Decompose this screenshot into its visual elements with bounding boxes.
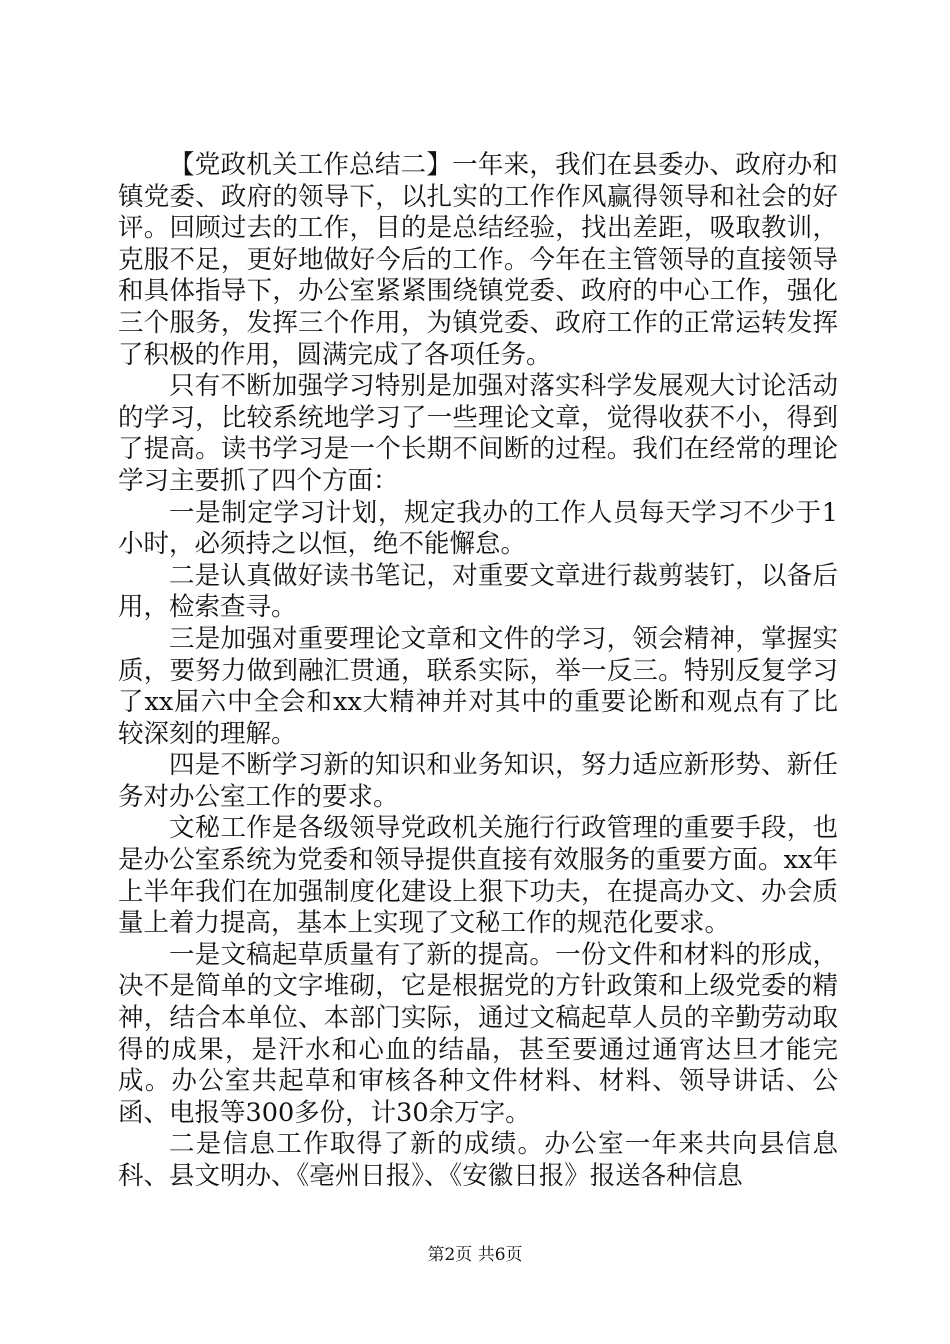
paragraph-5: 三是加强对重要理论文章和文件的学习，领会精神，掌握实质，要努力做到融汇贯通，联系实际，举一反三。特别反复学习了xx届六中全会和xx大精神并对其中的重要论断和观点有了比较深刻的理解。 [118, 623, 838, 749]
paragraph-9: 二是信息工作取得了新的成绩。办公室一年来共向县信息科、县文明办、《亳州日报》、《安徽日报》报送各种信息 [118, 1129, 838, 1191]
paragraph-1: 【党政机关工作总结二】一年来，我们在县委办、政府办和镇党委、政府的领导下，以扎实的工作作风赢得领导和社会的好评。回顾过去的工作，目的是总结经验，找出差距，吸取教训，克服不足，更好地做好今后的工作。今年在主管领导的直接领导和具体指导下，办公室紧紧围绕镇党委、政府的中心工作，强化三个服务，发挥三个作用，为镇党委、政府工作的正常运转发挥了积极的作用，圆满完成了各项任务。 [118, 150, 838, 370]
paragraph-6: 四是不断学习新的知识和业务知识，努力适应新形势、新任务对办公室工作的要求。 [118, 750, 838, 812]
paragraph-7: 文秘工作是各级领导党政机关施行行政管理的重要手段，也是办公室系统为党委和领导提供直接有效服务的重要方面。xx年上半年我们在加强制度化建设上狠下功夫，在提高办文、办会质量上着力提高，基本上实现了文秘工作的规范化要求。 [118, 813, 838, 939]
paragraph-8: 一是文稿起草质量有了新的提高。一份文件和材料的形成，决不是简单的文字堆砌，它是根据党的方针政策和上级党委的精神，结合本单位、本部门实际，通过文稿起草人员的辛勤劳动取得的成果，是汗水和心血的结晶，甚至要通过通宵达旦才能完成。办公室共起草和审核各种文件材料、材料、领导讲话、公函、电报等300多份，计30余万字。 [118, 939, 838, 1128]
document-body [118, 150, 838, 1193]
paragraph-4: 二是认真做好读书笔记，对重要文章进行裁剪装钉，以备后用，检索查寻。 [118, 560, 838, 623]
paragraph-2: 只有不断加强学习特别是加强对落实科学发展观大讨论活动的学习，比较系统地学习了一些理论文章，觉得收获不小，得到了提高。读书学习是一个长期不间断的过程。我们在经常的理论学习主要抓了四个方面： [118, 371, 838, 496]
paragraph-3: 一是制定学习计划，规定我办的工作人员每天学习不少于1小时，必须持之以恒，绝不能懈怠。 [118, 497, 838, 560]
page-number-footer: 第2页 共6页 [427, 1245, 523, 1265]
